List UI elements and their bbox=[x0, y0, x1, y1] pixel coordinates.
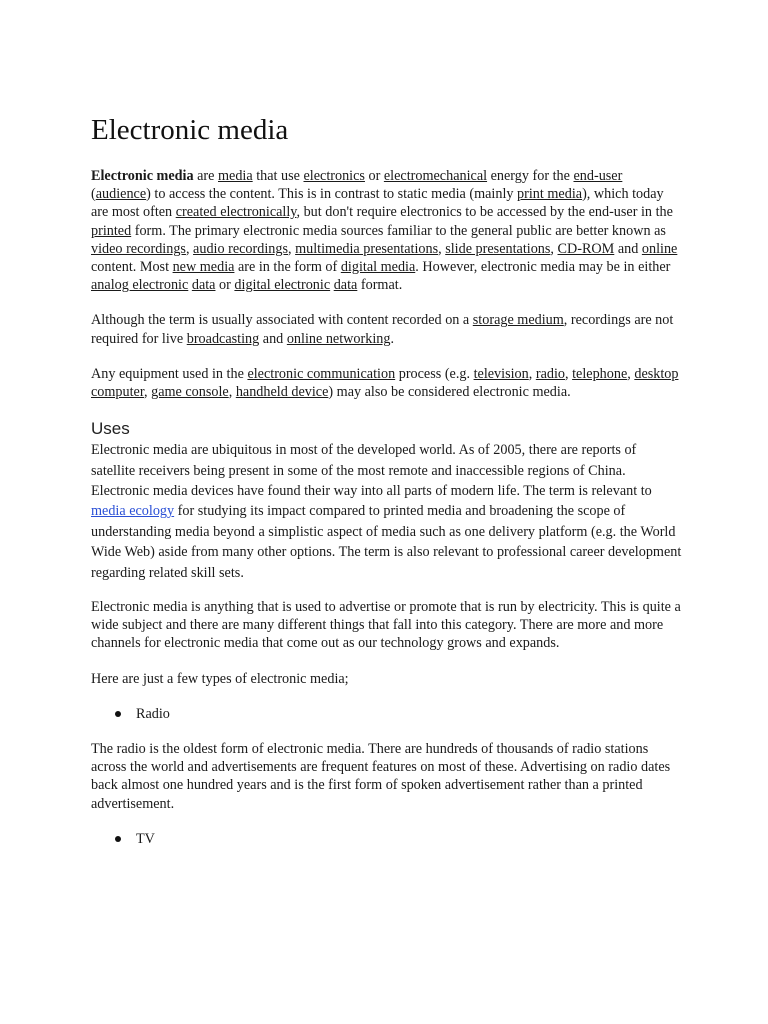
link-new-media[interactable]: new media bbox=[172, 259, 235, 276]
intro-paragraph: Electronic media are media that use electronics or electromechanical energy for the end-user (audience) to access the content. This is in contrast to static media (mainly print media), which today are most often created electronically, but don't require electronics to be accessed by the end-user in the printed form. The primary electronic media sources familiar to the general public are better known as video recordings, audio recordings, multimedia presentations, slide presentations, CD-ROM and online content. Most new media are in the form of digital media. However, electronic media may be in either analog electronic data or digital electronic data format. bbox=[91, 168, 678, 294]
paragraph-radio: The radio is the oldest form of electronic media. There are hundreds of thousands of radio stations across the world and advertisements are frequent features on most of these. Advertising on radio dates back almost one hundred years and is the first form of spoken advertisement rather than a printed advertisement. bbox=[91, 740, 671, 812]
link-audience[interactable]: audience bbox=[95, 186, 147, 203]
paragraph-equipment: Any equipment used in the electronic communication process (e.g. television, radio, telephone, desktop computer, game console, handheld device) may also be considered electronic media. bbox=[91, 365, 679, 401]
list-item-radio: Radio bbox=[91, 705, 683, 723]
link-telephone[interactable]: telephone bbox=[572, 365, 628, 382]
link-game-console[interactable]: game console bbox=[151, 384, 229, 401]
link-radio[interactable]: radio bbox=[535, 365, 565, 382]
link-printed[interactable]: printed bbox=[91, 222, 132, 239]
bullet-list bbox=[91, 830, 683, 848]
bullet-list bbox=[91, 705, 683, 723]
term-bold: Electronic media bbox=[91, 168, 194, 184]
link-online[interactable]: online bbox=[641, 240, 678, 257]
paragraph-uses: Electronic media are ubiquitous in most of the developed world. As of 2005, there are reports of satellite receivers being present in some of the most remote and inaccessible regions of China. Electronic media devices have found their way into all parts of modern life. The term is relevant to media ecology for studying its impact compared to printed media and broadening the scope of understanding media beyond a simplistic aspect of media such as one delivery platform (e.g. the World Wide Web) aside from many other options. The term is also relevant to professional career development regarding related skill sets. bbox=[91, 442, 682, 581]
paragraph-storage: Although the term is usually associated with content recorded on a storage medium, recordings are not required for live broadcasting and online networking. bbox=[91, 312, 674, 347]
link-digital-electronic[interactable]: digital electronic bbox=[234, 277, 331, 294]
link-cd-rom[interactable]: CD-ROM bbox=[557, 240, 615, 257]
link-analog-electronic[interactable]: analog electronic bbox=[91, 277, 189, 294]
link-broadcasting[interactable]: broadcasting bbox=[186, 330, 260, 347]
page-title: Electronic media bbox=[91, 114, 289, 146]
link-handheld-device[interactable]: handheld device bbox=[235, 384, 329, 401]
link-video-recordings[interactable]: video recordings bbox=[91, 240, 186, 257]
link-media-ecology[interactable]: media ecology bbox=[91, 503, 175, 520]
link-slide-presentations[interactable]: slide presentations bbox=[445, 240, 551, 257]
link-created-electronically[interactable]: created electronically bbox=[175, 204, 297, 221]
link-electromechanical[interactable]: electromechanical bbox=[383, 168, 488, 184]
link-storage-medium[interactable]: storage medium bbox=[472, 312, 564, 329]
link-data[interactable]: data bbox=[191, 277, 216, 294]
link-data[interactable]: data bbox=[333, 277, 358, 294]
link-digital-media[interactable]: digital media bbox=[340, 259, 416, 276]
link-print-media[interactable]: print media bbox=[517, 186, 583, 203]
link-multimedia-presentations[interactable]: multimedia presentations bbox=[295, 240, 439, 257]
link-television[interactable]: television bbox=[473, 365, 529, 382]
section-heading-uses: Uses bbox=[91, 419, 130, 439]
paragraph-types-intro: Here are just a few types of electronic media; bbox=[91, 670, 349, 687]
link-electronic-communication[interactable]: electronic communication bbox=[247, 365, 396, 382]
link-media[interactable]: media bbox=[218, 168, 253, 184]
link-electronics[interactable]: electronics bbox=[303, 168, 365, 184]
article-body bbox=[91, 110, 683, 865]
link-audio-recordings[interactable]: audio recordings bbox=[193, 240, 288, 257]
link-desktop-computer[interactable]: desktop computer bbox=[91, 365, 679, 401]
list-item-tv: TV bbox=[91, 830, 683, 848]
paragraph-definition: Electronic media is anything that is used to advertise or promote that is run by electricity. This is quite a wide subject and there are many different things that fall into this category. There are more and more channels for electronic media that come out as our technology grows and expands. bbox=[91, 599, 681, 652]
link-online-networking[interactable]: online networking bbox=[286, 330, 391, 347]
link-end-user[interactable]: end-user bbox=[573, 168, 623, 184]
